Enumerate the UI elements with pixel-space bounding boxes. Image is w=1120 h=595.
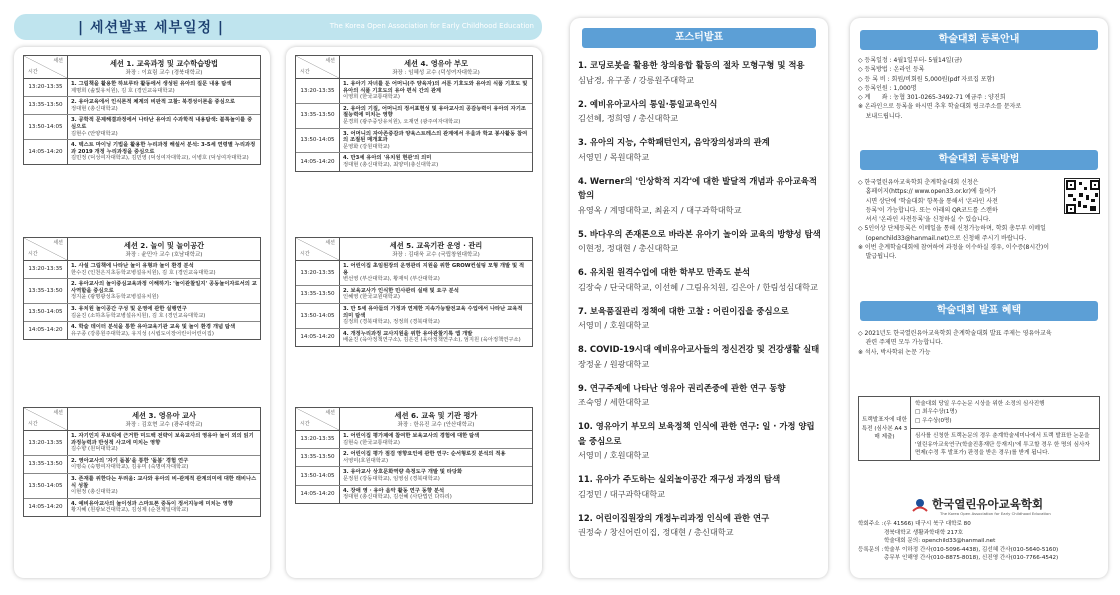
poster-item	[578, 174, 822, 218]
session-chair: 좌장 : 한유진 교수 (안산대학교)	[397, 422, 475, 428]
paper-title: 4. 학술 데이터 분석을 통한 유아교육기관 교육 및 놀이 환경 개념 탐색	[71, 324, 236, 331]
row-content	[68, 474, 260, 498]
benefit-table	[858, 396, 1100, 461]
info-line: ◇ 등록일정 : 4월1일부터- 5월14일(금)	[858, 57, 962, 64]
session-header	[24, 238, 260, 261]
corner-time-label: 시간	[300, 421, 310, 428]
session-row	[296, 153, 532, 170]
info-line: ◇ 등록인원 : 1,000명	[858, 84, 917, 92]
corner-time-label: 시간	[28, 69, 38, 76]
session-title-cell	[68, 408, 260, 430]
info-line: (openchild33@hanmail.net)으로 신청해 주시기 바랍니다.	[858, 234, 1027, 242]
info-line: 보내드립니다.	[858, 112, 903, 120]
benefit-header: 학술대회 발표 혜택	[860, 301, 1098, 321]
session-table	[23, 55, 261, 165]
inquiry-email[interactable]: 학술대회 문의: openchild33@hanmail.net	[884, 538, 996, 545]
poster-item	[578, 511, 822, 540]
top-banner	[14, 14, 542, 40]
row-time: 13:35-13:50	[296, 449, 340, 466]
poster-item	[578, 472, 822, 501]
session-table	[23, 407, 261, 517]
session-chair: 좌장 : 이효림 교수 (경북대학교)	[125, 70, 203, 76]
row-time: 14:05-14:20	[296, 329, 340, 346]
poster-title: 2. 예비유아교사의 통일·통일교육인식	[578, 98, 718, 109]
poster-title: 5. 바다우의 존재론으로 바라본 유아기 놀이와 교육의 방향성 탐색	[578, 228, 821, 239]
address-line-2: 경북대학교 생활과학대학 217호	[884, 529, 964, 536]
sessions-panel-right	[286, 47, 542, 578]
paper-authors: 김윤진 (소하초등학교병설유치원), 김 호 (경인교육대학교)	[71, 312, 206, 319]
session-row	[24, 97, 260, 115]
poster-authors: 서영미 / 호원대학교	[578, 450, 650, 460]
method-header: 학술대회 등록방법	[860, 150, 1098, 170]
session-row	[296, 304, 532, 329]
info-line: 등록'이 가능합니다. 또는 아래의 QR코드를 스캔하	[858, 206, 998, 214]
address-line-1: (우 41566) 대구시 북구 대학로 80	[884, 521, 971, 527]
poster-authors: 조숙영 / 세한대학교	[578, 397, 650, 407]
paper-title: 4. 개정누리과정 교사지원을 위한 유아관찰기록 앱 개발	[343, 330, 473, 337]
paper-authors: 김수향 (원덕대학교)	[71, 446, 118, 453]
paper-authors: 정대현 (총신대학교), 김선혜 (사단법인 다하리)	[343, 494, 452, 501]
paper-title: 2. 유아교사의 놀이중심교육과정 이해하기: '놀이관찰일지' 공동놀이자로서의 교사역할을 중심으로	[71, 281, 257, 294]
paper-title: 4. 만3세 유아의 '유치원 현관'의 의미	[343, 155, 432, 162]
row-time: 13:20-13:35	[296, 431, 340, 448]
banner-title: | 세션발표 세부일정 |	[78, 20, 225, 36]
row-time: 13:50-14:05	[24, 474, 68, 498]
address-label: 학회주소 :	[858, 521, 884, 527]
row-content	[68, 261, 260, 278]
poster-title: 11. 유아가 주도하는 실외놀이공간 재구성 과정의 탐색	[578, 474, 781, 484]
corner-session-label: 세션	[53, 58, 63, 64]
org-name: 한국열린유아교육학회	[932, 497, 1044, 511]
row-time: 14:05-14:20	[296, 153, 340, 170]
info-line: ◇ 한국열린유아교육학회 춘계학술대회 신청은	[858, 179, 979, 186]
poster-authors: 서영미 / 호원대학교	[578, 320, 650, 330]
session-title-cell	[68, 56, 260, 78]
session-corner	[296, 56, 340, 78]
row-content	[68, 140, 260, 164]
session-table	[295, 237, 533, 347]
session-title-cell	[340, 238, 532, 260]
info-line: ※ 석사, 박사학위 논문 가능	[858, 348, 931, 356]
poster-title: 1. 코딩로봇을 활용한 창의융합 활동의 절차 모형구형 및 적용	[578, 60, 805, 70]
paper-title: 3. 존재를 위한다는 두려움: 교사와 유아의 비-관계적 관계의미에 대한 래비나스식 성찰	[71, 475, 257, 489]
paper-title: 3. 공학적 문제해결과정에서 나타난 유아의 수과학적 내용탐색: 블록놀이를 중심으로	[71, 117, 253, 130]
session-table	[295, 55, 533, 172]
session-row	[24, 140, 260, 164]
row-time: 13:50-14:05	[296, 304, 340, 328]
contact-line-1: 학술부 이하정 간사(010-5096-4438), 김선혜 간사(010-5640-5160)	[884, 546, 1059, 553]
paper-authors: 인혜영 (한국교원대학교)	[343, 294, 400, 301]
session-title-cell	[340, 408, 532, 430]
logo-mark-icon	[912, 498, 928, 512]
org-name-en: The Korea Open Association for Early Childhood Education	[940, 511, 1051, 516]
corner-time-label: 시간	[300, 69, 310, 76]
session-corner	[24, 238, 68, 260]
row-time: 13:20-13:35	[24, 431, 68, 455]
session-row	[24, 79, 260, 97]
session-title: 세션 4. 영유아 부모	[404, 59, 468, 68]
paper-authors: 변선영 (부산대학교), 황재익 (부산대학교)	[343, 276, 440, 283]
info-line: 홈페이지(https:// www.open33.or.kr)에 들어가	[858, 188, 997, 196]
paper-title: 3. 유치원 놀이공간 구성 및 운영에 관한 실행연구	[71, 305, 187, 312]
poster-item	[578, 304, 822, 333]
row-content	[340, 467, 532, 484]
session-chair: 좌장 : 김호현 교수 (광주대학교)	[125, 422, 203, 428]
corner-time-label: 시간	[28, 251, 38, 258]
row-content	[68, 322, 260, 339]
paper-title: 4. 예비유아교사의 놀이성과 스마트폰 중독이 정서지능에 미치는 영향	[71, 500, 233, 507]
corner-session-label: 세션	[325, 410, 335, 416]
poster-authors: 권정숙 / 창신어린이집, 정대현 / 총신대학교	[578, 527, 734, 537]
paper-title: 3. 유아교사 상호문화역량 측정도구 개발 및 타당화	[343, 469, 463, 476]
session-row	[24, 474, 260, 499]
row-content	[340, 486, 532, 503]
row-time: 13:20-13:35	[24, 79, 68, 96]
session-title-cell	[340, 56, 532, 78]
qr-code-icon[interactable]	[1064, 178, 1100, 214]
paper-title: 4. 텍스트 마이닝 기법을 활용한 누리과정 해설서 분석: 3-5세 연령별 누리과정과 2019 개정 누리과정을 중심으로	[71, 142, 256, 155]
poster-title: 8. COVID-19시대 예비유아교사들의 정신건강 및 건강생활 실태	[578, 344, 820, 354]
row-time: 13:50-14:05	[296, 467, 340, 484]
paper-title: 1. 사설 그림책에 나타난 놀이 유형과 놀이 환경 분석	[71, 263, 194, 269]
row-time: 13:50-14:05	[24, 115, 68, 139]
info-line: ※ 이번 춘계학술대회에 참여하여 과정을 이수하실 경우, 이수증(8시간)이	[858, 244, 1050, 252]
paper-authors: 정대현 (총신대학교), 최양미(총신대학교)	[343, 161, 439, 168]
poster-authors: 이현정, 정대현 / 총신대학교	[578, 243, 679, 253]
poster-title: 9. 연구주제에 나타난 영유아 권리존중에 관한 연구 동향	[578, 382, 786, 393]
poster-title: 6. 유치원 원격수업에 대한 학부모 만족도 분석	[578, 267, 751, 277]
paper-authors: 제명희 (솔빛유치원), 김 호 (경인교육대학교)	[71, 87, 175, 94]
session-row	[296, 486, 532, 503]
session-row	[296, 104, 532, 129]
row-time: 14:05-14:20	[24, 322, 68, 339]
row-time: 13:35-13:50	[24, 279, 68, 303]
paper-authors: 배윤진 (육아정책연구소), 김은진 (육아정책연구소), 엄지원 (육아정책연구소)	[343, 337, 521, 344]
info-line: ※ 온라인으로 등록을 하시면 추후 학술대회 링크주소를 문자로	[858, 103, 1022, 111]
info-line: □ 최우수상(1명)	[915, 409, 958, 416]
row-content	[340, 449, 532, 466]
info-panel	[850, 18, 1108, 578]
paper-title: 3. 만 5세 유아들의 가정과 연계한 지속가능발전교육 수업에서 나타난 교육적 의미 탐색	[343, 305, 523, 319]
poster-item	[578, 342, 822, 371]
paper-authors: 김민정 (덕성여자대학교), 김민영 (덕성여자대학교), 이병호 (덕성여자대학교)	[71, 155, 249, 162]
session-row	[24, 304, 260, 322]
info-line: 시면 상단에 '학술대회' 항목을 통해서 '온라인 사전	[858, 197, 998, 205]
session-title: 세션 5. 교육기관 운영 · 관리	[389, 241, 483, 250]
poster-authors: 심남경, 유구종 / 강릉원주대학교	[578, 74, 694, 85]
poster-authors: 유영옥 / 계명대학교, 최윤지 / 대구과학대학교	[578, 204, 742, 215]
paper-title: 3. 어머니의 자아존중감과 양육스트레스의 관계에서 우울과 학교 봉사활동 참여의 조절된 매개효과	[343, 130, 528, 144]
poster-item	[578, 419, 822, 463]
row-content	[340, 431, 532, 448]
session-row	[24, 115, 260, 140]
session-row	[24, 322, 260, 339]
session-header	[296, 408, 532, 431]
poster-item	[578, 97, 822, 126]
session-row	[296, 431, 532, 449]
row-time: 13:35-13:50	[296, 104, 340, 128]
row-content	[340, 304, 532, 328]
paper-authors: 이명숙 (숙명여자대학교), 김유미 (숙명여자대학교)	[71, 464, 189, 471]
info-line: ◇ 5인이상 단체등록은 이메일을 통해 신청가능하며, 학회 총무부 이메일	[858, 225, 1046, 233]
session-chair: 좌장 : 윤민아 교수 (호남대학교)	[125, 252, 203, 258]
poster-title: 7. 보육품질관리 정책에 대한 고찰 : 어린이집을 중심으로	[578, 305, 789, 316]
row-time: 14:05-14:20	[296, 486, 340, 503]
paper-title: 2. 어린이집 평가 점검 영향요인에 관한 연구: 순서형로짓 분석의 적용	[343, 451, 506, 458]
row-time: 13:50-14:05	[296, 129, 340, 153]
poster-authors: 장정윤 / 원광대학교	[578, 358, 650, 369]
corner-session-label: 세션	[53, 240, 63, 246]
paper-authors: 유구종 (강릉원주대학교), 유지성 (시립도이장어린이어린이집)	[71, 330, 214, 337]
row-content	[68, 431, 260, 455]
poster-list	[578, 58, 822, 549]
registration-info	[858, 56, 1100, 121]
corner-session-label: 세션	[325, 58, 335, 64]
row-content	[68, 456, 260, 473]
paper-authors: 황지혜 (원광보건대학교), 김성제 (순천제일대학교)	[71, 507, 189, 514]
session-row	[296, 467, 532, 485]
session-header	[24, 408, 260, 431]
session-row	[24, 456, 260, 474]
session-corner	[296, 408, 340, 430]
row-time: 14:05-14:20	[24, 140, 68, 164]
session-title: 세션 6. 교육 및 기관 평가	[394, 411, 478, 420]
paper-authors: 정지윤 (광명광성초등학교병설유치원)	[71, 294, 159, 301]
info-line: ◇ 2021년도 한국열린유아교육학회 춘계학술대회 발표 주제는 영유아교육	[858, 330, 1052, 337]
session-header	[296, 56, 532, 79]
paper-title: 2. 영아교사의 '자기 돌봄'을 통한 '돌봄' 경험 연구	[71, 457, 189, 464]
poster-item	[578, 227, 822, 256]
poster-item	[578, 265, 822, 294]
paper-title: 4. 장애 영 · 유아 음악 활동 연구 동향 분석	[343, 487, 445, 494]
session-table	[295, 407, 533, 504]
paper-authors: 문영화 (강원대학교)	[343, 143, 390, 150]
paper-authors: 문정원 (강동대학교), 임영심 (경북대학교)	[343, 475, 440, 482]
row-content	[340, 286, 532, 303]
poster-header: 포스터발표	[582, 28, 816, 48]
corner-session-label: 세션	[53, 410, 63, 416]
row-content	[68, 97, 260, 114]
sessions-panel-left	[14, 47, 270, 578]
paper-authors: 김현수 (안양대학교)	[71, 130, 118, 137]
row-content	[340, 129, 532, 153]
paper-authors: 김현숙 (한국교통대학교)	[343, 439, 400, 446]
session-row	[24, 261, 260, 279]
session-row	[296, 129, 532, 154]
session-row	[296, 286, 532, 304]
info-line: 셔서 '온라인 사전등록'을 신청하실 수 있습니다.	[858, 216, 991, 224]
banner-subtitle: The Korea Open Association for Early Childhood Education	[329, 22, 534, 30]
session-title: 세션 3. 영유아 교사	[132, 411, 196, 420]
session-row	[296, 261, 532, 286]
row-content	[68, 279, 260, 303]
row-content	[68, 304, 260, 321]
paper-authors: 문경희 (광주중앙유치원), 오재연 (광주여자대학교)	[343, 118, 461, 125]
session-chair: 좌장 : 김대욱 교수 (국립창원대학교)	[392, 252, 480, 258]
session-corner	[296, 238, 340, 260]
row-content	[340, 153, 532, 170]
info-line: □ 우수상(0명)	[915, 417, 952, 424]
session-row	[296, 329, 532, 346]
row-content	[340, 261, 532, 285]
contact-label: 등록문의 :	[858, 546, 884, 553]
paper-title: 1. 자기인지 루브릭에 근거한 미드백 전략이 보육교사의 영유아 놀이 외의 읽기 과정능력과 반성적 사고에 미치는 영향	[71, 433, 254, 446]
session-title: 세션 2. 놀이 및 놀이공간	[123, 241, 205, 250]
row-time: 13:20-13:35	[296, 79, 340, 103]
row-time: 13:35-13:50	[24, 97, 68, 114]
info-line: ◇ 등 록 비 : 회원/비회원 5,000원(pdf 자료집 포함)	[858, 75, 995, 83]
session-row	[296, 449, 532, 467]
poster-title: 4. Werner의 '인상학적 지각'에 대한 발달적 개념과 유아교육적 함의	[578, 175, 817, 200]
info-line: 학술대회 당일 우수논문 시상을 위한 소정의 심사진행	[915, 401, 1045, 407]
paper-authors: 이현정 (총신대학교)	[71, 489, 118, 496]
org-logo	[912, 496, 1102, 518]
benefit-info	[858, 329, 1100, 357]
corner-session-label: 세션	[325, 240, 335, 246]
session-title-cell	[68, 238, 260, 260]
contact-line-2: 총무부 인해영 간사(010-8875-8018), 신진영 간사(010-7766-4542)	[884, 555, 1059, 562]
info-line: ◇ 계 좌 : 농협 301-0265-3492-71 예금주 : 양진희	[858, 94, 1006, 102]
row-time: 14:05-14:20	[24, 499, 68, 516]
session-row	[24, 499, 260, 516]
session-header	[296, 238, 532, 261]
row-content	[340, 104, 532, 128]
paper-title: 2. 보육교사가 인식한 민사관리 실태 및 요구 분석	[343, 287, 459, 294]
session-row	[24, 279, 260, 304]
session-table	[23, 237, 261, 340]
row-time: 13:50-14:05	[24, 304, 68, 321]
poster-title: 3. 유아의 지능, 수학패턴인지, 음악장의성과의 관계	[578, 137, 770, 147]
row-content	[68, 115, 260, 139]
poster-item	[578, 135, 822, 164]
info-line: 관련 주제면 모두 가능합니다.	[858, 339, 943, 347]
paper-title: 2. 유아의 기질, 어머니의 정서표현성 및 유아교사의 공감능력이 유아의 자기조절능력에 미치는 영향	[343, 105, 526, 119]
poster-authors: 김장숙 / 단국대학교, 이선혜 / 그림유치원, 김은아 / 한림성심대학교	[578, 281, 818, 292]
session-corner	[24, 56, 68, 78]
paper-title: 1. 유아기 자녀를 둔 어머니(주 양육자)의 서툰 기호도와 유아의 식품 기호도 및 유아의 식품 기호도의 유아 편식 간의 관계	[343, 81, 528, 94]
poster-panel	[570, 18, 828, 578]
contact-footer	[858, 520, 1104, 563]
paper-title: 2. 유아교육에서 인식론적 체계의 비판적 고찰: 북경성이론을 중심으로	[71, 99, 235, 106]
session-row	[24, 431, 260, 456]
poster-title: 12. 어린이집원장의 개정누리과정 인식에 관한 연구	[578, 512, 770, 523]
poster-authors: 김정민 / 대구과학대학교	[578, 488, 666, 499]
benefit-table-award	[911, 397, 1099, 429]
poster-authors: 김선혜, 정희영 / 총신대학교	[578, 113, 679, 123]
paper-title: 1. 그림책을 활용한 하브루타 활동에서 생성된 유아의 질문 내용 탐색	[71, 81, 232, 87]
row-time: 13:20-13:35	[296, 261, 340, 285]
paper-authors: 김정희 (경북대학교), 정정희 (경북대학교)	[343, 319, 440, 326]
paper-title: 1. 어린이집 초임원장의 운영관리 지원을 위한 GROW컨설팅 모형 개발 및 적용	[343, 263, 525, 276]
session-corner	[24, 408, 68, 430]
session-title: 세션 1. 교육과정 및 교수학습방법	[109, 59, 218, 68]
session-header	[24, 56, 260, 79]
row-content	[340, 79, 532, 103]
row-time: 13:35-13:50	[24, 456, 68, 473]
benefit-table-review: 심사를 신청한 트랙논문의 경우 춘계학술세미나에서 트랙 발표한 논문을 '열린유아교육연구(학술진흥재단 등재지)'에 투고할 경우 한 명의 심사자 면제(수정 후 발표가) 판정을 받은 경우)를 받게 됩니다.	[915, 433, 1090, 457]
corner-time-label: 시간	[28, 421, 38, 428]
info-line: 발급됩니다.	[858, 253, 897, 261]
paper-title: 1. 어린이집 평가제에 참여한 보육교사의 경험에 대한 탐색	[343, 433, 480, 439]
row-time: 13:20-13:35	[24, 261, 68, 278]
paper-authors: 한수진 (인천은지초등학교병설유치원), 김 호 (경인교육대학교)	[71, 269, 216, 276]
registration-header: 학술대회 등록안내	[860, 30, 1098, 50]
corner-time-label: 시간	[300, 251, 310, 258]
session-chair: 좌장 : 임혜성 교수 (덕성여자대학교)	[392, 70, 480, 76]
paper-authors: 서영미(호원대학교)	[343, 457, 389, 464]
poster-authors: 서영민 / 목원대학교	[578, 151, 650, 162]
poster-item	[578, 381, 822, 410]
poster-title: 10. 영유아기 부모의 보육정책 인식에 관한 연구: 일 · 가정 양립을 중심으로	[578, 421, 815, 446]
paper-authors: 정대현 (총신대학교)	[71, 105, 118, 112]
session-row	[296, 79, 532, 104]
row-content	[68, 499, 260, 516]
row-content	[68, 79, 260, 96]
paper-authors: 이영희 (한국교통대학교)	[343, 94, 400, 101]
poster-item	[578, 58, 822, 87]
info-line: ◇ 등록방법 : 온라인 등록	[858, 66, 925, 74]
row-content	[340, 329, 532, 346]
row-time: 13:35-13:50	[296, 286, 340, 303]
benefit-table-label: 트랙발표자에 대한 특전 (심사본 A4 3매 제출)	[859, 397, 911, 460]
